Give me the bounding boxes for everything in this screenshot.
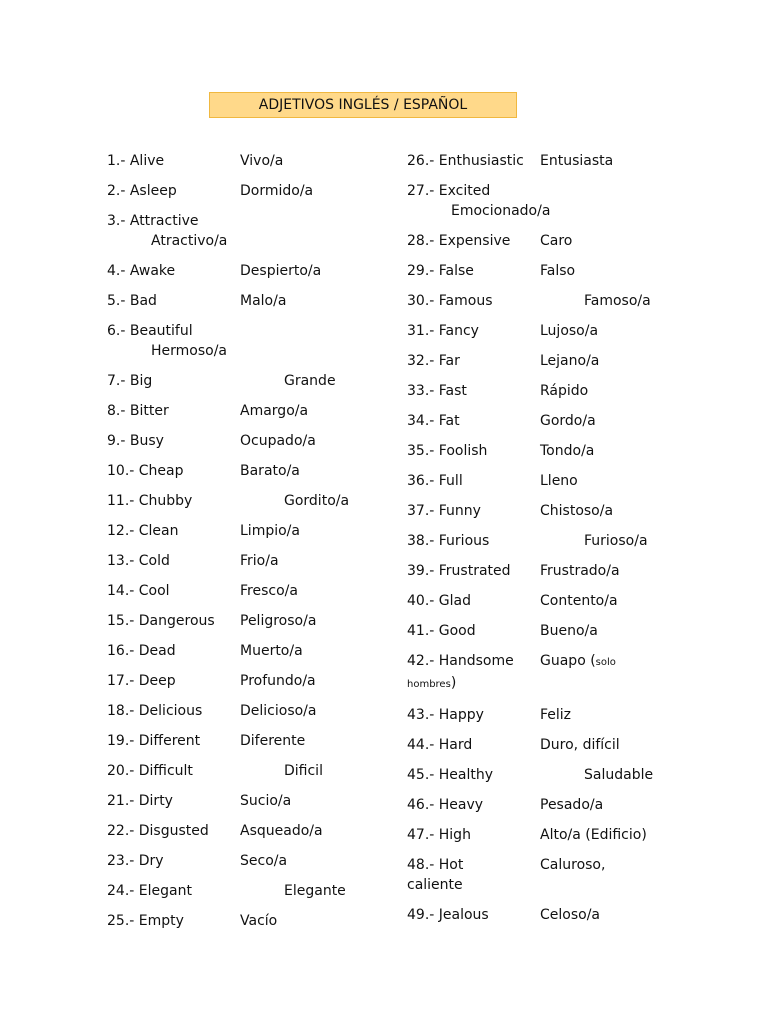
spanish-word: Malo/a bbox=[240, 293, 287, 309]
list-item bbox=[407, 651, 707, 695]
list-item bbox=[407, 905, 707, 925]
english-word: 2.- Asleep bbox=[107, 183, 177, 199]
english-word: 30.- Famous bbox=[407, 293, 493, 309]
usage-note: solo bbox=[595, 657, 616, 668]
english-word: 46.- Heavy bbox=[407, 797, 484, 813]
spanish-word: Delicioso/a bbox=[240, 703, 317, 719]
list-item bbox=[107, 261, 407, 281]
spanish-word: Asqueado/a bbox=[240, 823, 323, 839]
english-word: 42.- Handsome bbox=[407, 653, 514, 669]
list-item bbox=[407, 181, 707, 221]
list-item bbox=[407, 795, 707, 815]
english-word: 33.- Fast bbox=[407, 383, 467, 399]
page-title: ADJETIVOS INGLÉS / ESPAÑOL bbox=[209, 92, 517, 118]
list-item bbox=[107, 291, 407, 311]
spanish-word: Emocionado/a bbox=[451, 203, 551, 219]
usage-note-continued bbox=[407, 673, 707, 695]
spanish-word: Lejano/a bbox=[540, 353, 600, 369]
list-item bbox=[407, 825, 707, 845]
list-item bbox=[407, 151, 707, 171]
english-word: 21.- Dirty bbox=[107, 793, 173, 809]
english-word: 10.- Cheap bbox=[107, 463, 184, 479]
english-word: 22.- Disgusted bbox=[107, 823, 209, 839]
english-word: 37.- Funny bbox=[407, 503, 481, 519]
spanish-word: Limpio/a bbox=[240, 523, 300, 539]
spanish-word: Lleno bbox=[540, 473, 578, 489]
english-word: 32.- Far bbox=[407, 353, 460, 369]
english-word: 8.- Bitter bbox=[107, 403, 169, 419]
english-word: 23.- Dry bbox=[107, 853, 164, 869]
english-word: 31.- Fancy bbox=[407, 323, 479, 339]
spanish-word: Celoso/a bbox=[540, 907, 600, 923]
usage-note: hombres bbox=[407, 679, 451, 690]
list-item bbox=[107, 321, 407, 361]
english-word: 48.- Hot bbox=[407, 857, 464, 873]
english-word: 14.- Cool bbox=[107, 583, 170, 599]
spanish-word: Saludable bbox=[584, 767, 654, 783]
english-word: 49.- Jealous bbox=[407, 907, 489, 923]
english-word: 11.- Chubby bbox=[107, 493, 193, 509]
list-item bbox=[407, 411, 707, 431]
spanish-word bbox=[540, 651, 616, 673]
english-word: 16.- Dead bbox=[107, 643, 176, 659]
english-word: 1.- Alive bbox=[107, 153, 165, 169]
list-item bbox=[407, 501, 707, 521]
list-item bbox=[107, 671, 407, 691]
spanish-word: Chistoso/a bbox=[540, 503, 614, 519]
spanish-word: Lujoso/a bbox=[540, 323, 599, 339]
list-item bbox=[407, 855, 707, 895]
english-word: 7.- Big bbox=[107, 373, 153, 389]
spanish-word: Entusiasta bbox=[540, 153, 614, 169]
english-word: 15.- Dangerous bbox=[107, 613, 215, 629]
list-item bbox=[107, 761, 407, 781]
spanish-word: Tondo/a bbox=[540, 443, 595, 459]
english-word: 44.- Hard bbox=[407, 737, 473, 753]
list-item bbox=[107, 641, 407, 661]
spanish-word: Elegante bbox=[284, 883, 346, 899]
spanish-word: Caluroso, bbox=[540, 857, 606, 873]
spanish-word: Sucio/a bbox=[240, 793, 292, 809]
spanish-word: Profundo/a bbox=[240, 673, 316, 689]
list-item bbox=[407, 471, 707, 491]
english-word: 20.- Difficult bbox=[107, 763, 193, 779]
english-word: 28.- Expensive bbox=[407, 233, 511, 249]
english-word: 5.- Bad bbox=[107, 293, 157, 309]
english-word: 26.- Enthusiastic bbox=[407, 153, 524, 169]
list-item bbox=[107, 821, 407, 841]
spanish-word: Vivo/a bbox=[240, 153, 284, 169]
spanish-word: Hermoso/a bbox=[151, 343, 228, 359]
english-word: 39.- Frustrated bbox=[407, 563, 511, 579]
list-item bbox=[407, 351, 707, 371]
list-item bbox=[407, 735, 707, 755]
spanish-word: Despierto/a bbox=[240, 263, 322, 279]
list-item bbox=[107, 551, 407, 571]
spanish-word: Peligroso/a bbox=[240, 613, 317, 629]
spanish-word: Fresco/a bbox=[240, 583, 298, 599]
english-word: 3.- Attractive bbox=[107, 213, 199, 229]
english-word: 45.- Healthy bbox=[407, 767, 494, 783]
english-word: 6.- Beautiful bbox=[107, 323, 193, 339]
spanish-word: Ocupado/a bbox=[240, 433, 316, 449]
spanish-word: Famoso/a bbox=[584, 293, 651, 309]
spanish-word: Bueno/a bbox=[540, 623, 598, 639]
spanish-word: Diferente bbox=[240, 733, 306, 749]
spanish-word: Furioso/a bbox=[584, 533, 648, 549]
list-item bbox=[407, 621, 707, 641]
spanish-word: Gordito/a bbox=[284, 493, 350, 509]
list-item bbox=[107, 181, 407, 201]
list-item bbox=[107, 611, 407, 631]
list-item bbox=[407, 261, 707, 281]
list-item bbox=[407, 441, 707, 461]
spanish-word: Grande bbox=[284, 373, 336, 389]
spanish-word: Dormido/a bbox=[240, 183, 314, 199]
list-item bbox=[107, 461, 407, 481]
english-word: 29.- False bbox=[407, 263, 474, 279]
english-word: 35.- Foolish bbox=[407, 443, 488, 459]
list-item bbox=[407, 531, 707, 551]
list-item bbox=[107, 491, 407, 511]
spanish-word: Frio/a bbox=[240, 553, 279, 569]
spanish-word: Pesado/a bbox=[540, 797, 604, 813]
list-item bbox=[107, 731, 407, 751]
english-word: 41.- Good bbox=[407, 623, 476, 639]
list-item bbox=[107, 791, 407, 811]
adjective-list-left bbox=[107, 151, 407, 941]
list-item bbox=[107, 701, 407, 721]
list-item bbox=[107, 401, 407, 421]
english-word: 12.- Clean bbox=[107, 523, 179, 539]
english-word: 43.- Happy bbox=[407, 707, 484, 723]
list-item bbox=[407, 705, 707, 725]
spanish-word: Amargo/a bbox=[240, 403, 309, 419]
list-item bbox=[107, 211, 407, 251]
spanish-word: Contento/a bbox=[540, 593, 618, 609]
spanish-word: Rápido bbox=[540, 383, 589, 399]
english-word: 24.- Elegant bbox=[107, 883, 192, 899]
english-word: 4.- Awake bbox=[107, 263, 176, 279]
english-word: 27.- Excited bbox=[407, 183, 491, 199]
list-item bbox=[407, 381, 707, 401]
english-word: 13.- Cold bbox=[107, 553, 170, 569]
list-item bbox=[107, 881, 407, 901]
english-word: 19.- Different bbox=[107, 733, 201, 749]
list-item bbox=[107, 851, 407, 871]
list-item bbox=[407, 231, 707, 251]
english-word: 34.- Fat bbox=[407, 413, 460, 429]
closing-paren: ) bbox=[450, 675, 457, 691]
spanish-word: Barato/a bbox=[240, 463, 300, 479]
list-item bbox=[107, 521, 407, 541]
spanish-word: Dificil bbox=[284, 763, 323, 779]
list-item bbox=[107, 581, 407, 601]
english-word-continued: caliente bbox=[407, 877, 463, 893]
english-word: 17.- Deep bbox=[107, 673, 176, 689]
spanish-word-text: Guapo ( bbox=[540, 653, 596, 669]
list-item bbox=[407, 591, 707, 611]
spanish-word: Alto/a (Edificio) bbox=[540, 827, 647, 843]
list-item bbox=[407, 291, 707, 311]
list-item bbox=[407, 765, 707, 785]
spanish-word: Atractivo/a bbox=[151, 233, 228, 249]
english-word: 18.- Delicious bbox=[107, 703, 203, 719]
list-item bbox=[107, 371, 407, 391]
spanish-word: Feliz bbox=[540, 707, 572, 723]
list-item bbox=[107, 431, 407, 451]
english-word: 25.- Empty bbox=[107, 913, 184, 929]
english-word: 36.- Full bbox=[407, 473, 463, 489]
english-word: 9.- Busy bbox=[107, 433, 164, 449]
spanish-word: Seco/a bbox=[240, 853, 288, 869]
spanish-word: Falso bbox=[540, 263, 576, 279]
adjective-list-right bbox=[407, 151, 707, 935]
spanish-word: Duro, difícil bbox=[540, 737, 620, 753]
list-item bbox=[407, 561, 707, 581]
spanish-word: Frustrado/a bbox=[540, 563, 620, 579]
spanish-word: Caro bbox=[540, 233, 573, 249]
english-word: 38.- Furious bbox=[407, 533, 490, 549]
english-word: 47.- High bbox=[407, 827, 471, 843]
english-word: 40.- Glad bbox=[407, 593, 471, 609]
spanish-word: Gordo/a bbox=[540, 413, 596, 429]
spanish-word: Vacío bbox=[240, 913, 278, 929]
list-item bbox=[107, 911, 407, 931]
list-item bbox=[407, 321, 707, 341]
spanish-word: Muerto/a bbox=[240, 643, 303, 659]
list-item bbox=[107, 151, 407, 171]
